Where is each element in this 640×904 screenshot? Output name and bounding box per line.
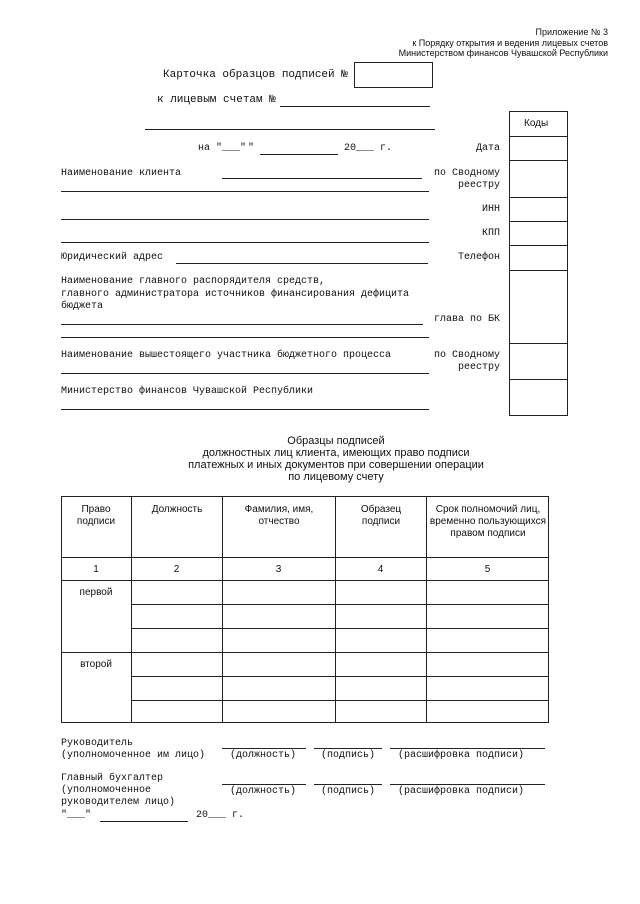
appendix-line-3: Министерством финансов Чувашской Республики bbox=[398, 48, 608, 58]
header-term: Срок полномочий лиц, временно пользующихся правом подписи bbox=[429, 504, 547, 539]
manager-field[interactable] bbox=[61, 324, 423, 325]
accountant-sub-label: (уполномоченное bbox=[61, 785, 152, 796]
head-decode-field[interactable] bbox=[390, 748, 545, 749]
col-number: 2 bbox=[173, 564, 180, 575]
table-row-sep bbox=[131, 676, 549, 677]
codes-date-label: Дата bbox=[475, 143, 500, 154]
manager-label-2: главного администратора источников финансирования дефицита bbox=[61, 289, 410, 300]
table-row-sep bbox=[131, 604, 549, 605]
accounts-field[interactable] bbox=[280, 106, 430, 107]
account-extra-line[interactable] bbox=[145, 129, 435, 130]
client-label: Наименование клиента bbox=[61, 168, 182, 179]
head-position-caption: (должность) bbox=[230, 750, 297, 761]
manager-field-2[interactable] bbox=[61, 337, 429, 338]
card-number-field[interactable] bbox=[354, 62, 433, 88]
appendix-line-1: Приложение № 3 bbox=[535, 27, 608, 37]
ministry-label: Министерство финансов Чувашской Республики bbox=[61, 386, 314, 397]
codes-inn-label: ИНН bbox=[481, 204, 500, 215]
codes-row-sep bbox=[509, 197, 568, 198]
table-row-sep bbox=[61, 557, 549, 558]
accountant-position-caption: (должность) bbox=[230, 786, 297, 797]
codes-svod-label-2: реестру bbox=[457, 180, 500, 191]
table-col-sep bbox=[222, 496, 223, 723]
head-position-field[interactable] bbox=[222, 748, 306, 749]
manager-label-1: Наименование главного распорядителя средств, bbox=[61, 276, 326, 287]
codes-header: Коды bbox=[524, 118, 549, 129]
col-number: 5 bbox=[484, 564, 491, 575]
head-sub-label: (уполномоченное им лицо) bbox=[61, 750, 206, 761]
table-row-sep bbox=[131, 628, 549, 629]
ministry-field[interactable] bbox=[61, 409, 429, 410]
superior-field[interactable] bbox=[61, 373, 429, 374]
codes-row-sep bbox=[509, 270, 568, 271]
date-year: 20___ г. bbox=[344, 143, 393, 154]
accountant-signature-caption: (подпись) bbox=[321, 786, 376, 797]
accountant-decode-caption: (расшифровка подписи) bbox=[398, 786, 525, 797]
codes-svod2-label: по Сводному bbox=[433, 350, 500, 361]
col-number: 4 bbox=[377, 564, 384, 575]
table-row-sep bbox=[61, 580, 549, 581]
final-date-month-field[interactable] bbox=[100, 821, 188, 822]
superior-label: Наименование вышестоящего участника бюджетного процесса bbox=[61, 350, 392, 361]
table-col-sep bbox=[131, 496, 132, 723]
codes-bk-label: глава по БК bbox=[433, 314, 500, 325]
head-signature-field[interactable] bbox=[314, 748, 382, 749]
table-col-sep bbox=[335, 496, 336, 723]
col-number: 1 bbox=[93, 564, 99, 575]
date-quote: " bbox=[248, 143, 255, 154]
right-second: второй bbox=[80, 659, 112, 670]
codes-row-sep bbox=[509, 160, 568, 161]
accounts-label: к лицевым счетам № bbox=[157, 94, 276, 106]
samples-title-3: платежных и иных документов при совершении операции bbox=[188, 459, 484, 471]
codes-row-sep bbox=[509, 221, 568, 222]
legal-address-field[interactable] bbox=[176, 263, 428, 264]
codes-svod2-label-2: реестру bbox=[457, 362, 500, 373]
appendix-line-2: к Порядку открытия и ведения лицевых счетов bbox=[412, 38, 608, 48]
codes-row-sep bbox=[509, 245, 568, 246]
col-number: 3 bbox=[275, 564, 282, 575]
client-field-3[interactable] bbox=[61, 219, 429, 220]
legal-address-label: Юридический адрес bbox=[61, 252, 164, 263]
accountant-sub-label-2: руководителем лицо) bbox=[61, 797, 176, 808]
final-date-day: "___" bbox=[61, 810, 92, 821]
samples-title-1: Образцы подписей bbox=[287, 435, 385, 447]
samples-title-4: по лицевому счету bbox=[288, 471, 384, 483]
table-row-sep bbox=[131, 700, 549, 701]
accountant-signature-field[interactable] bbox=[314, 784, 382, 785]
codes-box bbox=[509, 111, 568, 416]
header-name: Фамилия, имя, отчество bbox=[244, 504, 314, 527]
codes-svod-label: по Сводному bbox=[433, 168, 500, 179]
accountant-position-field[interactable] bbox=[222, 784, 306, 785]
head-signature-caption: (подпись) bbox=[321, 750, 376, 761]
table-col-sep bbox=[426, 496, 427, 723]
header-position: Должность bbox=[151, 504, 203, 515]
accountant-decode-field[interactable] bbox=[390, 784, 545, 785]
date-month-field[interactable] bbox=[260, 154, 338, 155]
client-field[interactable] bbox=[222, 178, 422, 179]
accountant-label: Главный бухгалтер bbox=[61, 773, 164, 784]
codes-kpp-label: КПП bbox=[481, 228, 500, 239]
head-label: Руководитель bbox=[61, 738, 134, 749]
client-field-4[interactable] bbox=[61, 242, 429, 243]
client-field-2[interactable] bbox=[61, 191, 429, 192]
table-row-sep bbox=[61, 652, 549, 653]
date-day: на "___" bbox=[198, 143, 247, 154]
samples-title-2: должностных лиц клиента, имеющих право подписи bbox=[202, 447, 470, 459]
codes-phone-label: Телефон bbox=[457, 252, 500, 263]
manager-label-3: бюджета bbox=[61, 301, 104, 312]
final-date-year: 20___ г. bbox=[196, 810, 245, 821]
codes-row-sep bbox=[509, 343, 568, 344]
card-title: Карточка образцов подписей № bbox=[163, 69, 348, 81]
header-right: Право подписи bbox=[76, 504, 116, 527]
codes-row-sep bbox=[509, 136, 568, 137]
header-sample: Образец подписи bbox=[360, 504, 402, 527]
codes-row-sep bbox=[509, 379, 568, 380]
head-decode-caption: (расшифровка подписи) bbox=[398, 750, 525, 761]
right-first: первой bbox=[79, 587, 113, 598]
